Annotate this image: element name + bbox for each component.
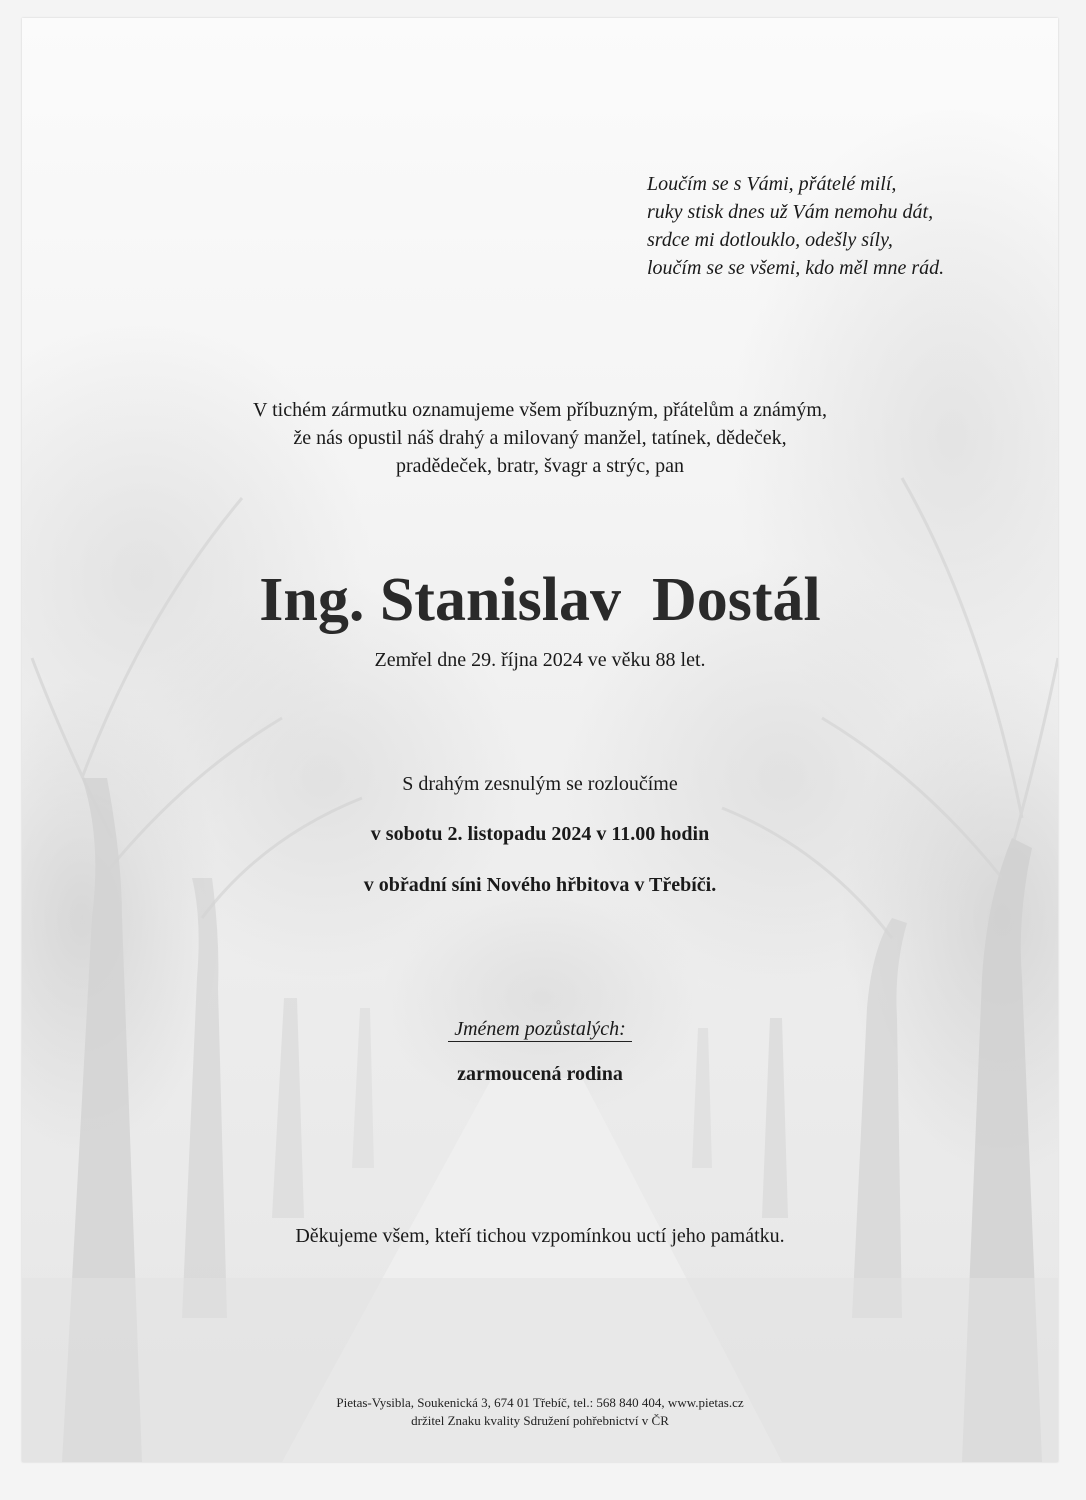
poem-line: loučím se se všemi, kdo měl mne rád. (647, 257, 945, 279)
intro-line: že nás opustil náš drahý a milovaný manžel, tatínek, dědeček, (293, 427, 787, 449)
obituary-page (22, 18, 1058, 1462)
poem-line: Loučím se s Vámi, přátelé milí, (647, 173, 897, 195)
on-behalf-text: Jménem pozůstalých: (448, 1018, 632, 1042)
intro-line: pradědeček, bratr, švagr a strýc, pan (396, 455, 684, 477)
farewell-announcement: S drahým zesnulým se rozloučíme (402, 773, 678, 795)
poem-line: ruky stisk dnes už Vám nemohu dát, (647, 201, 934, 223)
death-info: Zemřel dne 29. října 2024 ve věku 88 let. (374, 649, 706, 671)
thanks-note: Děkujeme všem, kteří tichou vzpomínkou uctí jeho památku. (295, 1225, 785, 1247)
announcement-intro (22, 396, 1058, 480)
farewell-poem (647, 170, 944, 282)
family-signature: zarmoucená rodina (457, 1063, 623, 1085)
on-behalf-label (22, 1015, 1058, 1043)
funeral-service-footer (22, 1394, 1058, 1430)
intro-line: V tichém zármutku oznamujeme všem příbuzným, přátelům a známým, (253, 399, 827, 421)
footer-line-contact: Pietas-Vysibla, Soukenická 3, 674 01 Třebíč, tel.: 568 840 404, www.pietas.cz (336, 1395, 744, 1410)
ceremony-location: v obřadní síni Nového hřbitova v Třebíči. (363, 874, 717, 896)
poem-line: srdce mi dotlouklo, odešly síly, (647, 229, 893, 251)
footer-line-quality: držitel Znaku kvality Sdružení pohřebnictví v ČR (411, 1413, 669, 1428)
deceased-name: Ing. Stanislav Dostál (259, 566, 821, 634)
ceremony-date-time: v sobotu 2. listopadu 2024 v 11.00 hodin (370, 823, 710, 845)
